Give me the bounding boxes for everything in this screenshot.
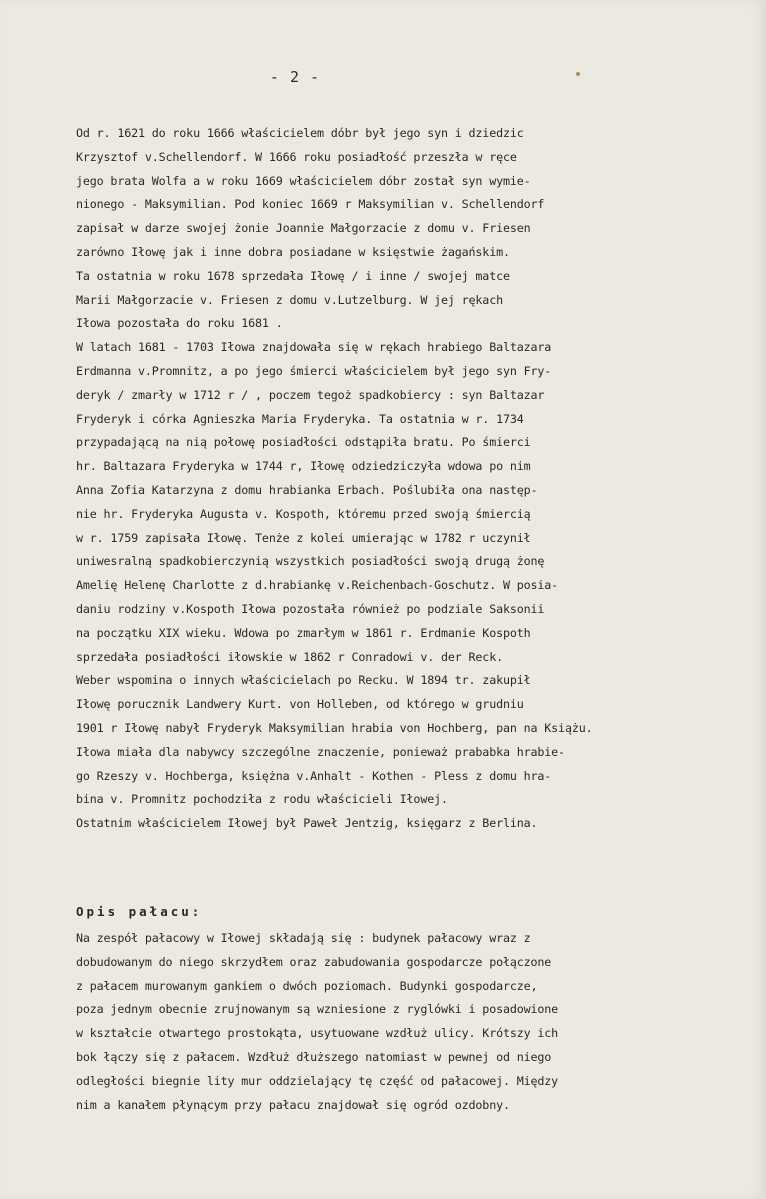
text-line: bina v. Promnitz pochodziła z rodu właścicieli Iłowej. bbox=[76, 792, 448, 807]
palace-description-text bbox=[76, 927, 716, 1117]
text-line: W latach 1681 - 1703 Iłowa znajdowała się w rękach hrabiego Baltazara bbox=[76, 340, 552, 355]
text-line: go Rzeszy v. Hochberga, księżna v.Anhalt - Kothen - Pless z domu hra- bbox=[76, 768, 552, 783]
text-line: Anna Zofia Katarzyna z domu hrabianka Erbach. Poślubiła ona następ- bbox=[76, 482, 538, 497]
text-line: Amelię Helenę Charlotte z d.hrabiankę v.Reichenbach-Goschutz. W posia- bbox=[76, 578, 559, 593]
page-number: - 2 - bbox=[269, 68, 321, 86]
text-line: nim a kanałem płynącym przy pałacu znajdował się ogród ozdobny. bbox=[76, 1097, 510, 1112]
text-line: Fryderyk i córka Agnieszka Maria Fryderyka. Ta ostatnia w r. 1734 bbox=[76, 411, 524, 426]
text-line: Iłowa miała dla nabywcy szczególne znaczenie, ponieważ prababka hrabie- bbox=[76, 744, 565, 759]
text-line: nionego - Maksymilian. Pod koniec 1669 r Maksymilian v. Schellendorf bbox=[76, 197, 545, 212]
text-line: zarówno Iłowę jak i inne dobra posiadane w księstwie żagańskim. bbox=[76, 244, 510, 259]
text-line: zapisał w darze swojej żonie Joannie Małgorzacie z domu v. Friesen bbox=[76, 221, 531, 236]
text-line: Od r. 1621 do roku 1666 właścicielem dóbr był jego syn i dziedzic bbox=[76, 126, 524, 140]
text-line: deryk / zmarły w 1712 r / , poczem tegoż spadkobiercy : syn Baltazar bbox=[76, 387, 545, 402]
text-line: na początku XIX wieku. Wdowa po zmarłym w 1861 r. Erdmanie Kospoth bbox=[76, 625, 531, 640]
text-line: dobudowanym do niego skrzydłem oraz zabudowania gospodarcze połączone bbox=[76, 954, 552, 969]
text-line: w r. 1759 zapisała Iłowę. Tenże z kolei umierając w 1782 r uczynił bbox=[76, 530, 531, 545]
ownership-history-text bbox=[76, 122, 716, 836]
section-heading: Opis pałacu: bbox=[76, 904, 203, 919]
text-line: odległości biegnie lity mur oddzielający tę część od pałacowej. Między bbox=[76, 1073, 559, 1088]
text-line: Iłowę porucznik Landwery Kurt. von Holleben, od którego w grudniu bbox=[76, 697, 524, 712]
text-line: daniu rodziny v.Kospoth Iłowa pozostała również po podziale Saksonii bbox=[76, 601, 545, 616]
text-line: sprzedała posiadłości iłowskie w 1862 r Conradowi v. der Reck. bbox=[76, 649, 503, 664]
text-line: przypadającą na nią połowę posiadłości odstąpiła bratu. Po śmierci bbox=[76, 435, 531, 450]
text-line: Iłowa pozostała do roku 1681 . bbox=[76, 316, 283, 331]
text-line: 1901 r Iłowę nabył Fryderyk Maksymilian hrabia von Hochberg, pan na Książu. bbox=[76, 720, 593, 735]
text-line: Erdmanna v.Promnitz, a po jego śmierci właścicielem był jego syn Fry- bbox=[76, 363, 552, 378]
text-line: Marii Małgorzacie v. Friesen z domu v.Lutzelburg. W jej rękach bbox=[76, 292, 503, 307]
text-line: Weber wspomina o innych właścicielach po Recku. W 1894 tr. zakupił bbox=[76, 673, 531, 688]
text-line: Krzysztof v.Schellendorf. W 1666 roku posiadłość przeszła w ręce bbox=[76, 149, 517, 164]
text-line: w kształcie otwartego prostokąta, usytuowane wzdłuż ulicy. Krótszy ich bbox=[76, 1026, 559, 1041]
text-line: z pałacem murowanym gankiem o dwóch poziomach. Budynki gospodarcze, bbox=[76, 978, 538, 993]
text-line: Na zespół pałacowy w Iłowej składają się : budynek pałacowy wraz z bbox=[76, 931, 531, 945]
text-line: bok łączy się z pałacem. Wzdłuż dłuższego natomiast w pewnej od niego bbox=[76, 1049, 552, 1064]
text-line: nie hr. Fryderyka Augusta v. Kospoth, któremu przed swoją śmiercią bbox=[76, 506, 531, 521]
text-line: hr. Baltazara Fryderyka w 1744 r, Iłowę odziedziczyła wdowa po nim bbox=[76, 459, 531, 474]
text-line: Ta ostatnia w roku 1678 sprzedała Iłowę / i inne / swojej matce bbox=[76, 268, 510, 283]
text-line: Ostatnim właścicielem Iłowej był Paweł Jentzig, księgarz z Berlina. bbox=[76, 816, 538, 831]
text-line: jego brata Wolfa a w roku 1669 właścicielem dóbr został syn wymie- bbox=[76, 173, 531, 188]
text-line: uniwesralną spadkobierczynią wszystkich posiadłości swoją drugą żonę bbox=[76, 554, 545, 569]
text-line: poza jednym obecnie zrujnowanym są wzniesione z ryglówki i posadowione bbox=[76, 1002, 559, 1017]
paper-stain bbox=[576, 72, 580, 76]
